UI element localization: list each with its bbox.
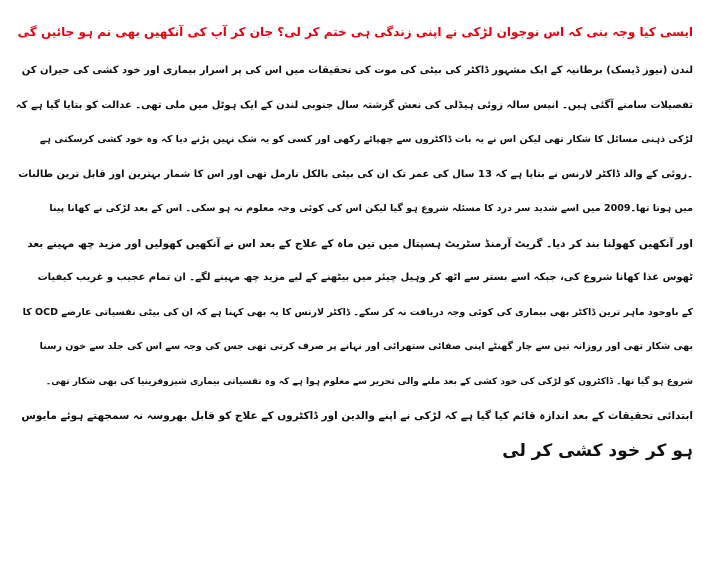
article-line: لڑکی ذہنی مسائل کا شکار تھی لیکن اس نے یہ بات ڈاکٹروں سے چھپائے رکھی اور کسی کو یہ شک نہیں پڑنے دیا کہ وہ خود کشی کرسکتی ہے bbox=[39, 134, 693, 145]
article-line: ہو کر خود کشی کر لی bbox=[502, 440, 693, 461]
article-line: شروع ہو گیا تھا۔ ڈاکٹروں کو لڑکی کی خود کشی کے بعد ملنے والی تحریر سے معلوم ہوا ہے کہ وہ نفسیاتی بیماری شیزوفرینیا کی بھی شکار تھی۔ bbox=[45, 376, 693, 387]
article-headline: ایسی کیا وجہ بنی کہ اس نوجوان لڑکی نے اپنی زندگی ہی ختم کر لی؟ جان کر آپ کی آنکھیں بھی نم ہو جائیں گی bbox=[17, 25, 693, 39]
article-body bbox=[16, 54, 693, 468]
article-line: لندن (نیوز ڈیسک) برطانیہ کے ایک مشہور ڈاکٹر کی بیٹی کی موت کی تحقیقات میں اس کی پر اسرار بیماری اور خود کشی کی حیران کن bbox=[21, 65, 693, 76]
article-line: کے باوجود ماہر ترین ڈاکٹر بھی بیماری کی کوئی وجہ دریافت نہ کر سکے۔ ڈاکٹر لارنس کا یہ بھی کہنا ہے کہ ان کی بیٹی نفسیاتی عارضے OCD کا bbox=[22, 306, 693, 318]
article-line: اور آنکھیں کھولنا بند کر دیا۔ گریٹ آرمنڈ سٹریٹ ہسپتال میں تین ماہ کے علاج کے بعد اس نے آنکھیں کھولیں اور مزید چھ مہینے بعد bbox=[27, 237, 693, 250]
article-line: بھی شکار تھی اور روزانہ تین سے چار گھنٹے اپنی صفائی ستھرائی اور نہانے پر صرف کرتی تھی جس کی وجہ سے اس کی جلد سے خون رسنا bbox=[39, 341, 693, 352]
article-line: میں ہوتا تھا۔2009 میں اسے شدید سر درد کا مسئلہ شروع ہو گیا لیکن اس کی کوئی وجہ معلوم نہ ہو سکی۔ اس کے بعد لڑکی نے کھانا پینا bbox=[49, 203, 693, 214]
article-line: ابتدائی تحقیقات کے بعد اندازہ قائم کیا گیا ہے کہ لڑکی نے اپنے والدین اور ڈاکٹروں کے علاج کو قابل بھروسہ نہ سمجھتے ہوئے مایوس bbox=[21, 410, 693, 422]
article-line: ۔زوئی کے والد ڈاکٹر لارنس نے بتایا ہے کہ 13 سال کی عمر تک ان کی بیٹی بالکل نارمل تھی اور اس کا شمار بہترین اور قابل ترین طالبات bbox=[18, 168, 693, 180]
article-line: تفصیلات سامنے آگئی ہیں۔ انیس سالہ زوئی ہیڈلی کی نعش گزشتہ سال جنوبی لندن کے ایک ہوٹل میں ملی تھی۔ عدالت کو بتایا گیا ہے کہ bbox=[16, 99, 693, 111]
article-line: ٹھوس غذا کھانا شروع کی، جبکہ اسے بستر سے اٹھ کر وہیل چیئر میں بیٹھنے کے لیے مزید چھ مہینے لگے۔ ان تمام عجیب و غریب کیفیات bbox=[37, 272, 693, 283]
